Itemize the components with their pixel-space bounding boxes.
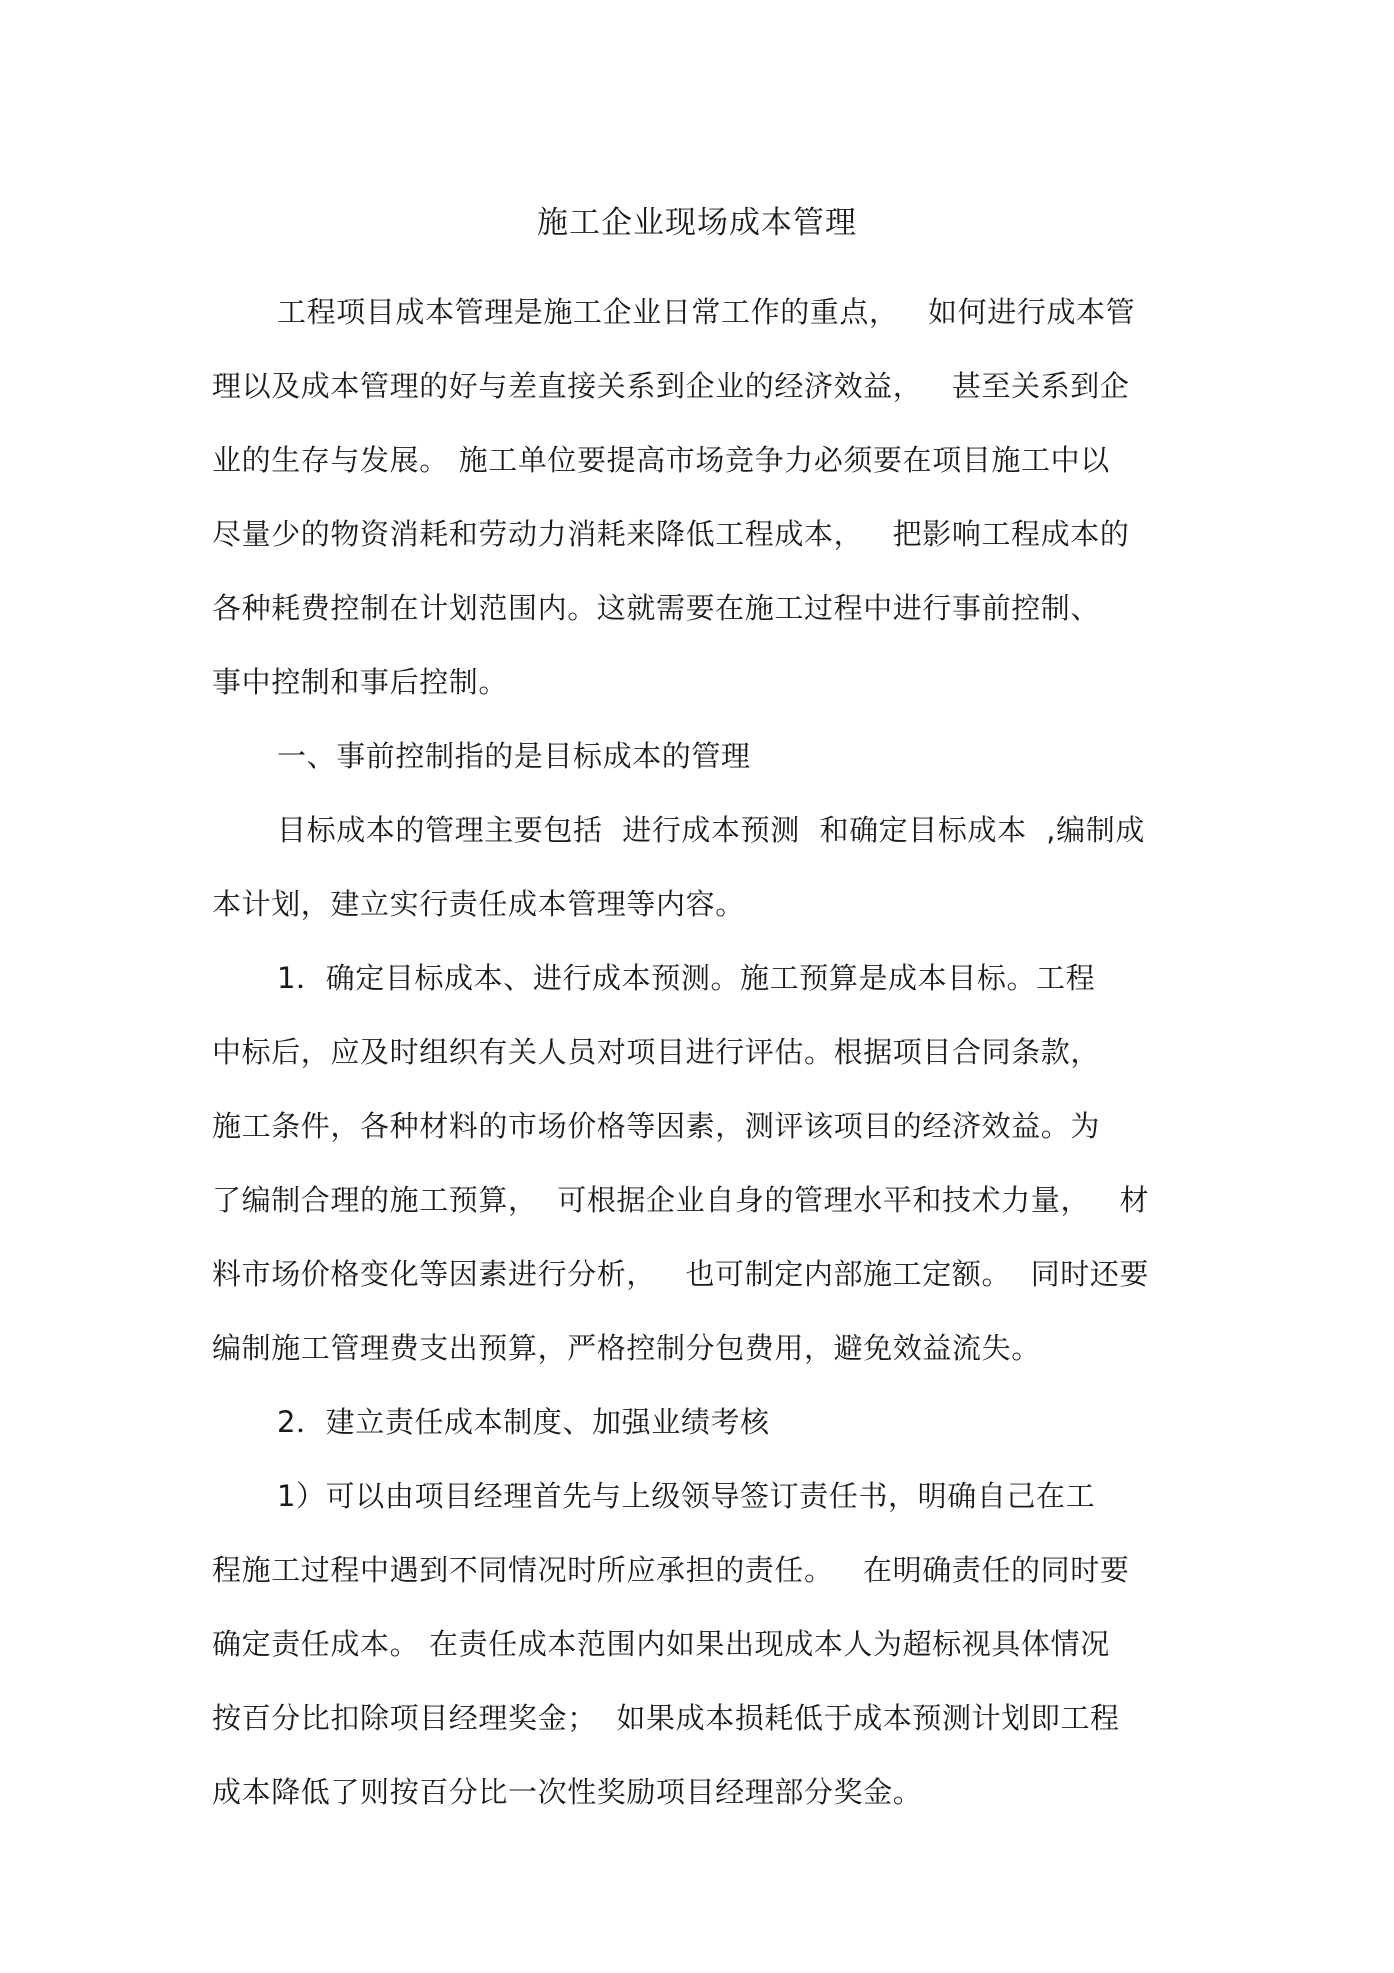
text-line: 尽量少的物资消耗和劳动力消耗来降低工程成本， 把影响工程成本的 [212, 517, 1130, 551]
text-line: 业的生存与发展。 施工单位要提高市场竞争力必须要在项目施工中以 [212, 443, 1110, 477]
text-line: 工程项目成本管理是施工企业日常工作的重点， 如何进行成本管 [277, 295, 1136, 329]
text-line: 中标后，应及时组织有关人员对项目进行评估。根据项目合同条款， [212, 1035, 1101, 1069]
text-line: 事中控制和事后控制。 [212, 665, 509, 699]
subsection-heading: 2．建立责任成本制度、加强业绩考核 [277, 1405, 770, 1439]
text-line: 料市场价格变化等因素进行分析， 也可制定内部施工定额。 同时还要 [212, 1257, 1150, 1291]
text-line: 各种耗费控制在计划范围内。这就需要在施工过程中进行事前控制、 [212, 591, 1101, 625]
text-line: 了编制合理的施工预算， 可根据企业自身的管理水平和技术力量， 材 [212, 1183, 1150, 1217]
text-line: 程施工过程中遇到不同情况时所应承担的责任。 在明确责任的同时要 [212, 1553, 1130, 1587]
text-line: 本计划，建立实行责任成本管理等内容。 [212, 887, 745, 921]
text-line: 确定责任成本。 在责任成本范围内如果出现成本人为超标视具体情况 [212, 1627, 1110, 1661]
text-line: 施工条件，各种材料的市场价格等因素，测评该项目的经济效益。为 [212, 1109, 1101, 1143]
section-heading: 一、事前控制指的是目标成本的管理 [277, 739, 751, 773]
text-line: 按百分比扣除项目经理奖金； 如果成本损耗低于成本预测计划即工程 [212, 1701, 1120, 1735]
text-line: 1）可以由项目经理首先与上级领导签订责任书，明确自己在工 [277, 1479, 1096, 1513]
text-line: 成本降低了则按百分比一次性奖励项目经理部分奖金。 [212, 1775, 923, 1809]
document-title: 施工企业现场成本管理 [537, 205, 857, 241]
text-line: 1．确定目标成本、进行成本预测。施工预算是成本目标。工程 [277, 961, 1096, 995]
text-line: 目标成本的管理主要包括 进行成本预测 和确定目标成本 ,编制成 [277, 813, 1145, 847]
text-line: 编制施工管理费支出预算，严格控制分包费用，避免效益流失。 [212, 1331, 1041, 1365]
text-line: 理以及成本管理的好与差直接关系到企业的经济效益， 甚至关系到企 [212, 369, 1130, 403]
